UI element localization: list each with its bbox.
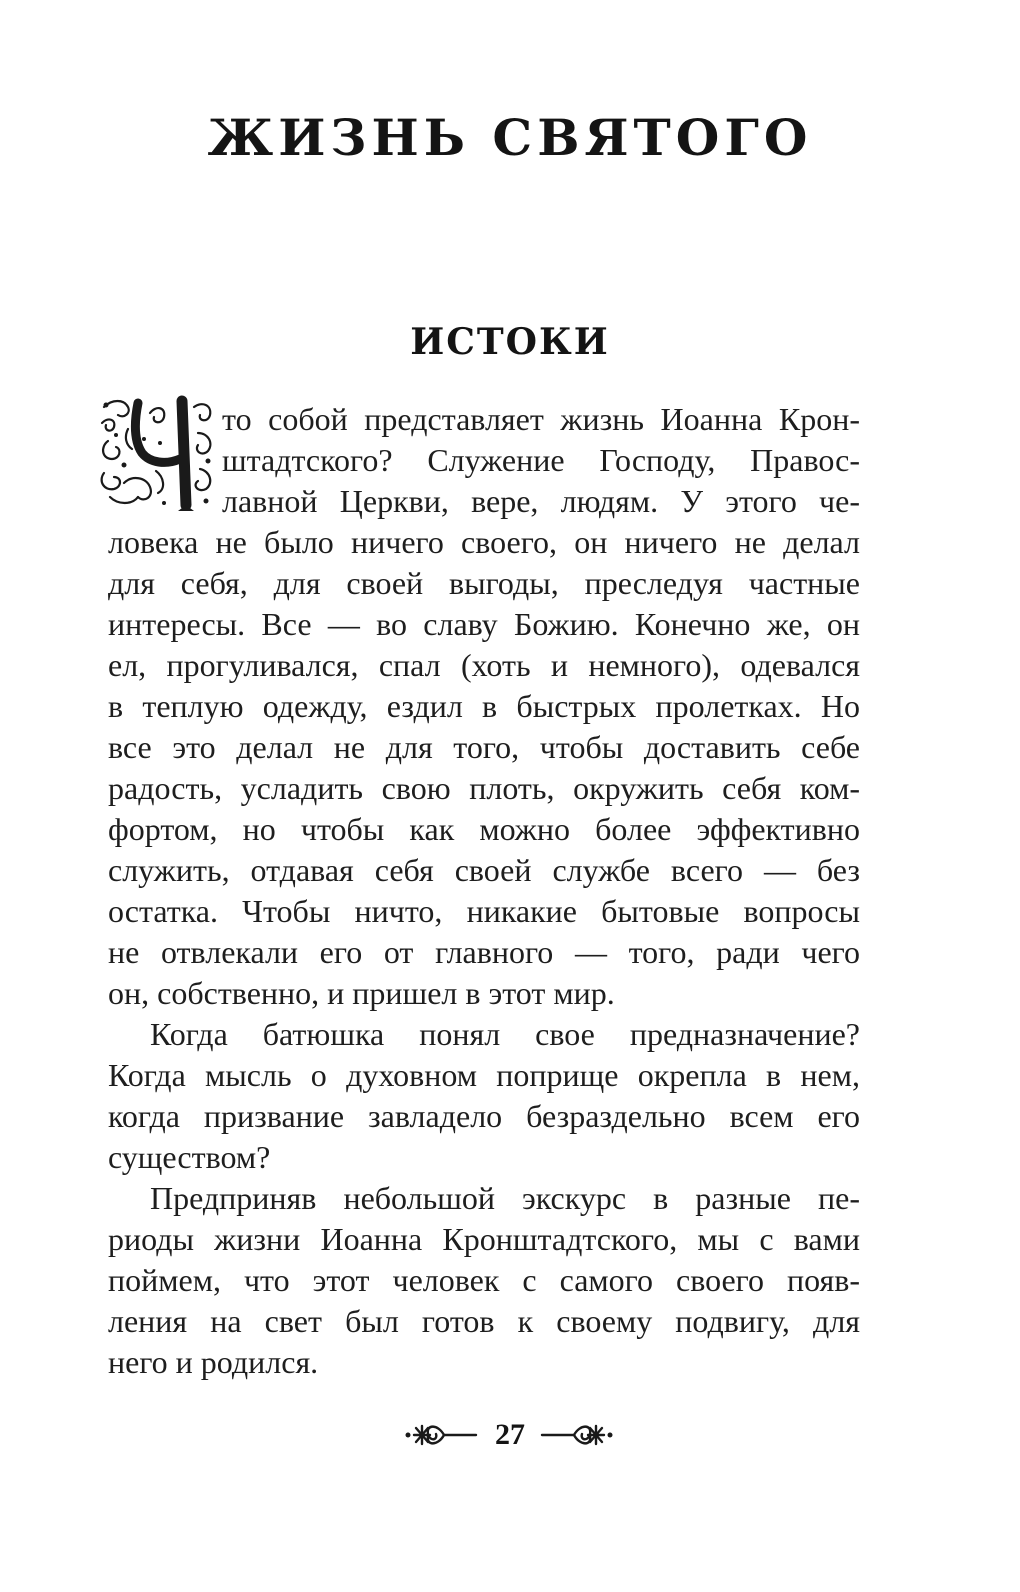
chapter-title: ЖИЗНЬ СВЯТОГО <box>207 108 813 167</box>
ornament-left-icon <box>404 1418 478 1452</box>
text-line: ления на свет был готов к своему подвигу, для <box>108 1303 860 1339</box>
drop-cap-ornament <box>94 393 220 517</box>
text-line: в теплую одежду, ездил в быстрых пролетках. Но <box>108 688 860 724</box>
text-line: Когда мысль о духовном поприще окрепла в нем, <box>108 1057 860 1093</box>
text-line: то собой представляет жизнь Иоанна Крон- <box>222 401 860 437</box>
text-line: не отвлекали его от главного — того, ради чего <box>108 934 860 970</box>
text-line: Когда батюшка понял свое предназначение? <box>150 1016 860 1052</box>
text-line: все это делал не для того, чтобы доставить себе <box>108 729 860 765</box>
text-line: Предприняв небольшой экскурс в разные пе- <box>150 1180 860 1216</box>
text-line: ловека не было ничего своего, он ничего не делал <box>108 524 860 560</box>
text-line: когда призвание завладело безраздельно всем его <box>108 1098 860 1134</box>
text-line: для себя, для своей выгоды, преследуя частные <box>108 565 860 601</box>
text-line: служить, отдавая себя своей службе всего — без <box>108 852 860 888</box>
text-line: ел, прогуливался, спал (хоть и немного), одевался <box>108 647 860 683</box>
page-footer <box>0 1412 1020 1462</box>
ornament-right-icon <box>540 1418 614 1452</box>
text-line: поймем, что этот человек с самого своего появ- <box>108 1262 860 1298</box>
section-title: ИСТОКИ <box>410 321 610 363</box>
text-line: остатка. Чтобы ничто, никакие бытовые вопросы <box>108 893 860 929</box>
text-line: он, собственно, и пришел в этот мир. <box>108 975 615 1011</box>
text-line: существом? <box>108 1139 271 1175</box>
text-line: фортом, но чтобы как можно более эффективно <box>108 811 860 847</box>
text-line: риоды жизни Иоанна Кронштадтского, мы с вами <box>108 1221 860 1257</box>
text-line: штадтского? Служение Господу, Правос- <box>222 442 860 478</box>
text-line: радость, усладить свою плоть, окружить себя ком- <box>108 770 860 806</box>
text-line: него и родился. <box>108 1344 319 1380</box>
page-number: 27 <box>495 1418 525 1451</box>
text-line: интересы. Все — во славу Божию. Конечно же, он <box>108 606 860 642</box>
text-line: лавной Церкви, вере, людям. У этого че- <box>222 483 860 519</box>
